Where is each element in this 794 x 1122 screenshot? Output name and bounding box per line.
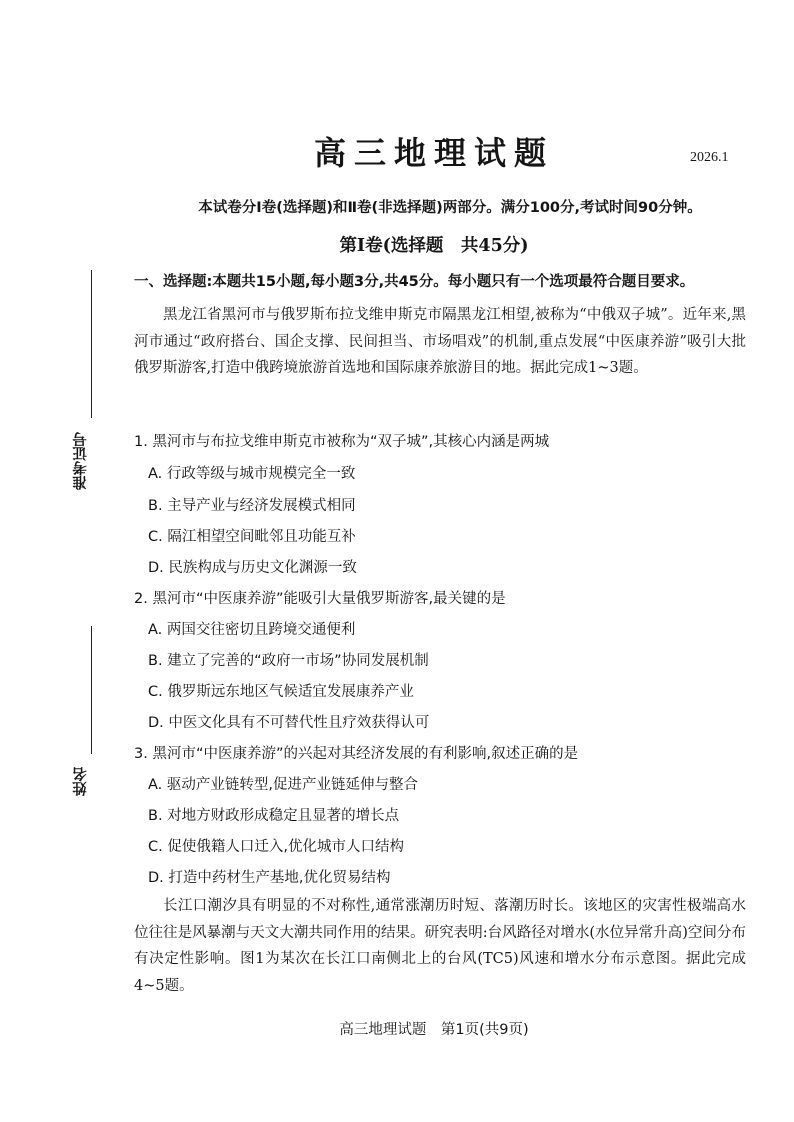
- question-2-option-d: D. 中医文化具有不可替代性且疗效获得认可: [148, 715, 430, 731]
- name-fill-line: [91, 626, 92, 754]
- name-label: 姓名: [73, 767, 89, 796]
- question-1-option-d: D. 民族构成与历史文化渊源一致: [148, 560, 357, 576]
- question-2-stem: 2. 黑河市“中医康养游”能吸引大量俄罗斯游客,最关键的是: [134, 591, 506, 607]
- exam-id-label: 准考证号: [73, 432, 89, 490]
- exam-id-fill-line: [91, 270, 92, 418]
- passage-1: 黑龙江省黑河市与俄罗斯布拉戈维申斯克市隔黑龙江相望,被称为“中俄双子城”。近年来,黑河市通过“政府搭台、国企支撑、民间担当、市场唱戏”的机制,重点发展“中医康养游”吸引大批俄罗斯游客,打造中俄跨境旅游首选地和国际康养旅游目的地。据此完成1~3题。: [134, 307, 746, 376]
- part-title: 第Ⅰ卷(选择题 共45分): [339, 236, 529, 256]
- question-3-option-b: B. 对地方财政形成稳定且显著的增长点: [148, 808, 400, 824]
- question-3-stem: 3. 黑河市“中医康养游”的兴起对其经济发展的有利影响,叙述正确的是: [134, 746, 579, 762]
- question-1-stem: 1. 黑河市与布拉戈维申斯克市被称为“双子城”,其核心内涵是两城: [134, 434, 550, 450]
- question-2-option-b: B. 建立了完善的“政府一市场”协同发展机制: [148, 653, 429, 669]
- question-3-option-c: C. 促使俄籍人口迁入,优化城市人口结构: [148, 839, 404, 855]
- question-3-option-a: A. 驱动产业链转型,促进产业链延伸与整合: [148, 777, 418, 793]
- page-footer: 高三地理试题 第1页(共9页): [339, 1022, 529, 1038]
- question-1-option-c: C. 隔江相望空间毗邻且功能互补: [148, 529, 356, 545]
- question-1-option-b: B. 主导产业与经济发展模式相同: [148, 498, 356, 514]
- section-heading: 一、选择题:本题共15小题,每小题3分,共45分。每小题只有一个选项最符合题目要求。: [134, 274, 695, 290]
- question-2-option-c: C. 俄罗斯远东地区气候适宜发展康养产业: [148, 684, 414, 700]
- page-title: 高三地理试题: [313, 134, 554, 172]
- question-1-option-a: A. 行政等级与城市规模完全一致: [148, 466, 356, 482]
- exam-instructions: 本试卷分Ⅰ卷(选择题)和Ⅱ卷(非选择题)两部分。满分100分,考试时间90分钟。: [198, 200, 702, 216]
- question-3-option-d: D. 打造中药材生产基地,优化贸易结构: [148, 870, 391, 886]
- question-2-option-a: A. 两国交往密切且跨境交通便利: [148, 622, 356, 638]
- passage-2: 长江口潮汐具有明显的不对称性,通常涨潮历时短、落潮历时长。该地区的灾害性极端高水位往往是风暴潮与天文大潮共同作用的结果。研究表明:台风路径对增水(水位异常升高)空间分布有决定性影响。图1为某次在长江口南侧北上的台风(TC5)风速和增水分布示意图。据此完成4~5题。: [134, 898, 746, 994]
- exam-date: 2026.1: [690, 150, 729, 165]
